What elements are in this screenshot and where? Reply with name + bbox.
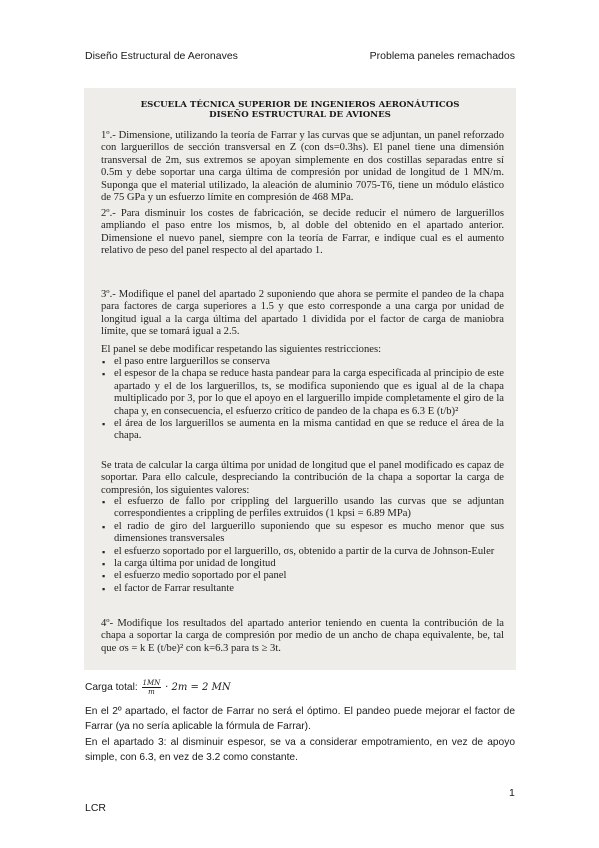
question-4: 4º- Modifique los resultados del apartado anterior teniendo en cuenta la contribución de la chapa a soportar la carga de compresión por medio de un ancho de chapa equivalente, be, tal que σs = k E (t/be)² con k=6.3 para ts ≥ 3t.	[101, 618, 504, 654]
scanned-problem-image	[84, 88, 516, 670]
carga-label: Carga total:	[85, 682, 138, 694]
list-item: ▪ el radio de giro del larguerillo suponiendo que su espesor es mucho menor que sus dimensiones transversales	[114, 521, 504, 546]
list-item: ▪ el paso entre larguerillos se conserva	[114, 356, 504, 368]
list-item: ▪ el factor de Farrar resultante	[114, 583, 504, 595]
question-2: 2º.- Para disminuir los costes de fabricación, se decide reducir el número de larguerillos ampliando el paso entre los mismos, b, al doble del obtenido en el apartado anterior. Dimensione el nuevo panel, siempre con la teoría de Farrar, e indique cual es el aumento relativo de peso del panel respecto al del apartado 1.	[101, 208, 504, 257]
list-item: ▪ el área de los larguerillos se aumenta en la misma cantidad en que se reduce el área de la chapa.	[114, 418, 504, 443]
list-item: ▪ el esfuerzo medio soportado por el panel	[114, 570, 504, 582]
page-number: 1	[509, 787, 515, 799]
course-title: DISEÑO ESTRUCTURAL DE AVIONES	[209, 110, 391, 120]
question-3-calc-list	[101, 496, 504, 595]
carga-total-line	[85, 679, 515, 696]
note-paragraph-2: En el apartado 3: al disminuir espesor, se va a considerar empotramiento, en vez de apoyo simple, con 6.3, en vez de 3.2 como constante.	[85, 737, 515, 763]
institution-title: ESCUELA TÉCNICA SUPERIOR DE INGENIEROS AERONÁUTICOS	[140, 100, 460, 110]
carga-expression: · 2m = 2 MN	[165, 682, 231, 694]
list-item: ▪ la carga última por unidad de longitud	[114, 558, 504, 570]
question-3-calc-title: Se trata de calcular la carga última por unidad de longitud que el panel modificado es capaz de soportar. Para ello calcule, despreciando la contribución de la chapa a soportar la carga de compresión, los siguientes valores:	[101, 460, 504, 496]
question-3-restrictions	[101, 356, 504, 443]
fraction	[142, 679, 162, 696]
list-item: ▪ el espesor de la chapa se reduce hasta pandear para la carga especificada al principio de este apartado y el de los larguerillos, ts, se modifica suponiendo que es igual al de la chapa multiplicado por 3, por lo que el apoyo en el larguerillo impide completamente el giro de la chapa y, en consecuencia, el esfuerzo crítico de pandeo de la chapa es 6.3 E (t/b)²	[114, 368, 504, 418]
fraction-denominator: m	[148, 688, 155, 696]
question-3-restrictions-title: El panel se debe modificar respetando las siguientes restricciones:	[101, 344, 382, 355]
footer-initials: LCR	[85, 802, 107, 814]
note-paragraph-1: En el 2º apartado, el factor de Farrar no será el óptimo. El pandeo puede mejorar el factor de Farrar (ya no sería aplicable la fórmula de Farrar).	[85, 706, 515, 732]
list-item: ▪ el esfuerzo de fallo por crippling del larguerillo usando las curvas que se adjuntan correspondientes a crippling de perfiles extruidos (1 kpsi = 6.89 MPa)	[114, 496, 504, 521]
header-right: Problema paneles remachados	[369, 50, 515, 62]
list-item: ▪ el esfuerzo soportado por el larguerillo, σs, obtenido a partir de la curva de Johnson-Euler	[114, 546, 504, 558]
header-left: Diseño Estructural de Aeronaves	[85, 50, 238, 62]
question-3-intro: 3º.- Modifique el panel del apartado 2 suponiendo que ahora se permite el pandeo de la chapa para factores de carga superiores a 1.5 y que esto corresponde a una carga por unidad de longitud igual a la carga última del apartado 1 dividida por el factor de carga de maniobra límite, que se tomará igual a 2.5.	[101, 289, 504, 338]
question-1: 1º.- Dimensione, utilizando la teoría de Farrar y las curvas que se adjuntan, un panel reforzado con larguerillos de sección transversal en Z (con ds=0.3hs). El panel tiene una dimensión transversal de 2m, sus extremos se apoyan simplemente en dos costillas separadas entre sí 0.5m y debe soportar una carga última de compresión por unidad de longitud de 1 MN/m. Suponga que el material utilizado, la aleación de aluminio 7075-T6, tiene un módulo elástico de 75 GPa y un esfuerzo límite en compresión de 468 MPa.	[101, 130, 504, 204]
fraction-numerator: 1MN	[142, 679, 161, 687]
